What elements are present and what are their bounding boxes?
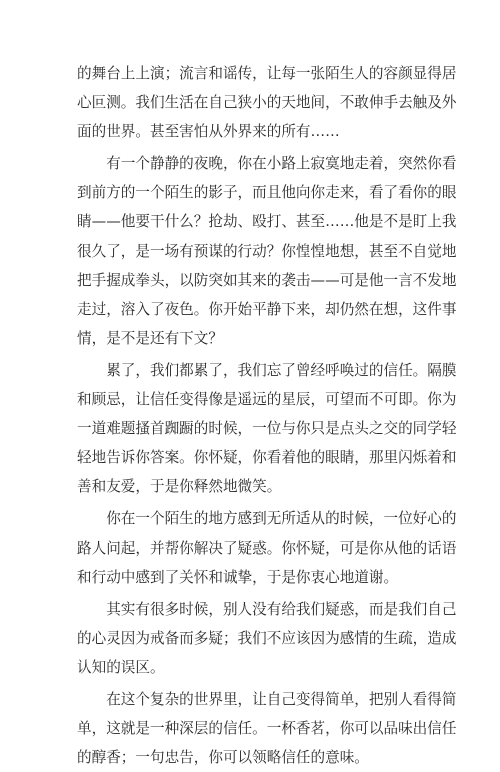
text-line: 认知的误区。: [77, 658, 165, 676]
text-line: 在这个复杂的世界里，让自己变得简单，把别人看得简: [77, 690, 457, 708]
text-line: 和顾忌，让信任变得像是遥远的星辰，可望而不可即。你为: [77, 391, 457, 409]
text-line: 走过，溶入了夜色。你开始平静下来，却仍然在想，这件事: [77, 300, 457, 318]
text-line: 有一个静静的夜晚，你在小路上寂寞地走着，突然你看: [77, 155, 457, 173]
text-line: 一道难题搔首踟蹰的时候，一位与你只是点头之交的同学轻: [77, 420, 457, 438]
text-line: 情，是不是还有下文？: [77, 329, 223, 347]
text-line: 累了，我们都累了，我们忘了曾经呼唤过的信任。隔膜: [77, 361, 457, 379]
text-line: 心叵测。我们生活在自己狭小的天地间，不敢伸手去触及外: [77, 94, 457, 112]
text-line: 路人问起，并帮你解决了疑惑。你怀疑，可是你从他的话语: [77, 539, 457, 557]
text-line: 很久了，是一场有预谋的行动？你惶惶地想，甚至不自觉地: [77, 242, 457, 260]
text-line: 和行动中感到了关怀和诚挚，于是你衷心地道谢。: [77, 568, 399, 586]
text-line: 到前方的一个陌生的影子，而且他向你走来，看了看你的眼: [77, 184, 457, 202]
text-line: 轻地告诉你答案。你怀疑，你看着他的眼睛，那里闪烁着和: [77, 449, 457, 467]
text-line: 善和友爱，于是你释然地微笑。: [77, 478, 282, 496]
text-line: 睛——他要干什么？抢劫、殴打、甚至……他是不是盯上我: [77, 213, 457, 231]
text-line: 面的世界。甚至害怕从外界来的所有……: [77, 123, 340, 141]
text-line: 其实有很多时候，别人没有给我们疑惑，而是我们自己: [77, 600, 457, 618]
body-text: [77, 59, 457, 772]
text-line: 的醇香；一句忠告，你可以领略信任的意味。: [77, 749, 369, 767]
text-line: 你在一个陌生的地方感到无所适从的时候，一位好心的: [77, 510, 457, 528]
text-line: 的心灵因为戒备而多疑；我们不应该因为感情的生疏，造成: [77, 629, 457, 647]
text-line: 单，这就是一种深层的信任。一杯香茗，你可以品味出信任: [77, 720, 457, 738]
text-line: 的舞台上上演；流言和谣传，让每一张陌生人的容颜显得居: [77, 65, 457, 82]
text-line: 把手握成拳头，以防突如其来的袭击——可是他一言不发地: [77, 271, 457, 289]
